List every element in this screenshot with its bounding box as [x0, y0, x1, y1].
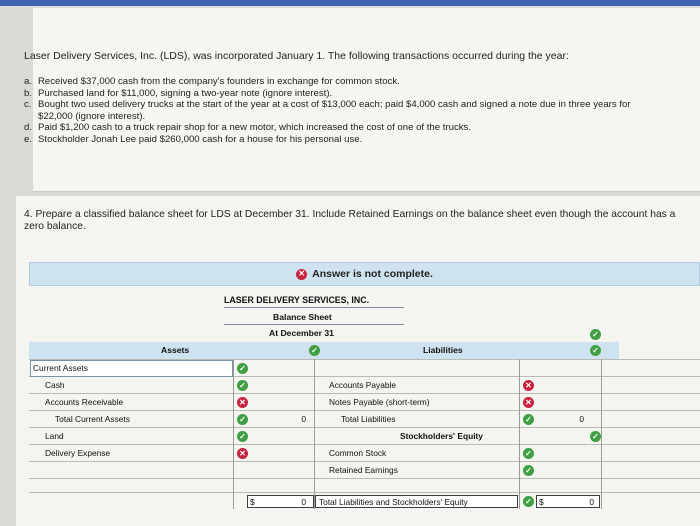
check-icon: ✓	[590, 329, 601, 340]
company-name: LASER DELIVERY SERVICES, INC.	[224, 295, 370, 305]
total-liabilities-amount: 0	[579, 414, 584, 424]
check-icon: ✓	[523, 496, 534, 507]
check-icon: ✓	[237, 414, 248, 425]
check-icon: ✓	[523, 448, 534, 459]
transaction-item	[24, 88, 664, 100]
asset-label[interactable]: Delivery Expense	[45, 448, 111, 458]
transaction-item	[24, 99, 664, 122]
item-text: Stockholder Jonah Lee paid $260,000 cash for a house for his personal use.	[38, 133, 363, 145]
row-divider	[29, 492, 700, 493]
item-text: Received $37,000 cash from the company's founders in exchange for common stock.	[38, 76, 400, 87]
column-header-row	[29, 342, 619, 359]
row-divider	[29, 478, 700, 479]
header-divider	[224, 307, 404, 308]
row-divider	[29, 393, 700, 394]
question-card	[16, 196, 700, 526]
total-liab-equity-currency: $	[539, 497, 544, 507]
equity-label[interactable]: Common Stock	[329, 448, 387, 458]
check-icon: ✓	[590, 431, 601, 442]
transaction-item	[24, 122, 664, 134]
row-divider	[29, 444, 700, 445]
equity-header: Stockholders' Equity	[400, 431, 483, 441]
asset-label[interactable]: Cash	[45, 380, 65, 390]
check-icon: ✓	[237, 431, 248, 442]
item-text: Purchased land for $11,000, signing a two-year note (ignore interest).	[38, 87, 333, 99]
liability-label[interactable]: Accounts Payable	[329, 380, 397, 390]
transaction-item	[24, 76, 664, 88]
column-divider	[601, 359, 602, 509]
transaction-list	[24, 76, 664, 146]
check-icon: ✓	[237, 363, 248, 374]
asset-label[interactable]: Accounts Receivable	[45, 397, 124, 407]
row-divider	[29, 427, 700, 428]
total-liab-equity-amount: 0	[589, 497, 594, 507]
check-icon: ✓	[590, 345, 601, 356]
item-text: Paid $1,200 cash to a truck repair shop for a new motor, which increased the cost of one of the trucks.	[38, 122, 472, 134]
item-letter: e.	[24, 133, 33, 145]
incorrect-icon: ✕	[523, 380, 534, 391]
asset-label: Current Assets	[33, 363, 88, 373]
question-text: 4. Prepare a classified balance sheet for LDS at December 31. Include Retained Earnings on the balance sheet even though the account has a zero balance.	[24, 209, 676, 232]
column-divider	[519, 359, 520, 509]
statement-title: Balance Sheet	[273, 312, 332, 322]
incorrect-icon: ✕	[237, 397, 248, 408]
banner-text: Answer is not complete.	[312, 268, 433, 280]
column-divider	[314, 359, 315, 509]
item-letter: a.	[24, 76, 33, 87]
liability-label[interactable]: Total Liabilities	[341, 414, 396, 424]
asset-label[interactable]: Total Current Assets	[55, 414, 130, 424]
row-divider	[29, 461, 700, 462]
incorrect-icon: ✕	[237, 448, 248, 459]
total-assets-amount: 0	[301, 497, 306, 507]
item-text: Bought two used delivery trucks at the start of the year at a cost of $13,000 each; paid $4,000 cash and signed a note due in three years for $22,000 (ignore interest).	[38, 99, 631, 122]
liabilities-header: Liabilities	[423, 345, 463, 355]
total-current-assets-amount: 0	[301, 414, 306, 424]
problem-intro: Laser Delivery Services, Inc. (LDS), was incorporated January 1. The following transactions occurred during the year:	[24, 50, 569, 62]
check-icon: ✓	[309, 345, 320, 356]
liability-label[interactable]: Notes Payable (short-term)	[329, 397, 430, 407]
incorrect-icon: ✕	[296, 269, 307, 280]
header-divider	[224, 324, 404, 325]
check-icon: ✓	[523, 465, 534, 476]
total-liab-equity-label: Total Liabilities and Stockholders' Equity	[319, 497, 468, 507]
equity-label[interactable]: Retained Earnings	[329, 465, 398, 475]
check-icon: ✓	[523, 414, 534, 425]
item-letter: c.	[24, 99, 32, 111]
transaction-item	[24, 134, 664, 146]
assets-header: Assets	[161, 345, 190, 355]
item-letter: d.	[24, 122, 33, 134]
statement-date: At December 31	[269, 328, 334, 338]
item-letter: b.	[24, 87, 33, 99]
asset-label[interactable]: Land	[45, 431, 64, 441]
row-divider	[29, 410, 700, 411]
balance-sheet-table	[29, 288, 700, 513]
top-accent-bar	[0, 0, 700, 6]
total-assets-currency: $	[250, 497, 255, 507]
incorrect-icon: ✕	[523, 397, 534, 408]
column-divider	[233, 359, 234, 509]
check-icon: ✓	[237, 380, 248, 391]
answer-status-banner	[29, 262, 700, 286]
